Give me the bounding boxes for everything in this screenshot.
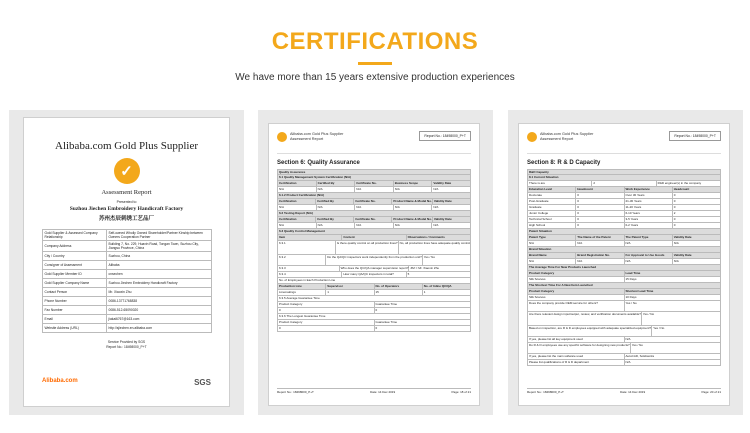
doc2-table-cell: Item — [278, 235, 342, 240]
doc2-section-title: Section 6: Quality Assurance — [277, 160, 360, 166]
doc1-info-value: Suzhou, China — [106, 252, 211, 261]
doc1-info-row — [42, 261, 211, 270]
doc3-table-cell: Graduate — [528, 205, 576, 210]
doc2-table-cell: 6.3.1 — [278, 241, 336, 254]
doc1-info-value: Self-owned Wholly Owned Shareholder/Partner Kinship between Owners Cooperation Partner — [106, 230, 211, 241]
doc3-table-cell: 8.1 Current Situation — [528, 175, 721, 180]
doc3-table-cell: N/A — [625, 360, 722, 365]
doc1-info-label: Gold Supplier & Assessed Company Relationship — [42, 230, 106, 241]
doc3-table-cell: 0 — [673, 223, 721, 228]
doc3-table-cell: 0 — [673, 193, 721, 198]
doc2-table-cell: 6.1 Quality Management System Certification (N/A) — [278, 175, 471, 180]
doc2-table-cell: Guarantee Time — [375, 320, 472, 325]
doc2-table-cell: Certification — [278, 181, 317, 186]
doc2-table-cell: N/A — [394, 223, 433, 228]
doc2-table-cell: 6.3.3 — [278, 266, 340, 271]
sgs-logo: SGS — [194, 378, 211, 387]
doc2-table-cell: Production Line — [278, 284, 326, 289]
doc3-table-cell: Product Category — [528, 289, 625, 294]
doc3-table-cell: 2 — [673, 211, 721, 216]
doc3-footer-mid: Date: 14 Dec 2019 — [620, 390, 646, 394]
doc3-table-cell: The Patent Type — [625, 235, 673, 240]
doc3-table-cell: There is are — [528, 181, 592, 186]
doc3-table-cell: If yes, please list the main software used — [528, 354, 625, 359]
doc3-table-cell: N/A — [528, 241, 576, 246]
doc1-info-row — [42, 252, 211, 261]
doc3-table-cell: N/A — [576, 241, 624, 246]
doc2-table-cell: Certificate No. — [355, 181, 394, 186]
doc3-table-cell: Junior College — [528, 211, 576, 216]
doc2-table-cell: Validity Date — [432, 181, 471, 186]
doc2-table-cell: Certification — [278, 199, 316, 204]
doc2-footer-mid: Date: 14 Dec 2019 — [370, 390, 396, 394]
doc2-table-cell: Product Category — [278, 302, 375, 307]
doc3-table-cell: Based on inspection, are R & D employees equipped with adequate specialized equipment? — [528, 326, 652, 336]
doc3-table-cell: Yes / No — [652, 326, 721, 336]
doc2-table-cell: Certified By — [316, 217, 354, 222]
doc3-table-cell: 0 — [576, 199, 624, 204]
doc2-table-cell: 6.3 Quality Control Management — [278, 229, 471, 234]
doc2-table-cell: N/A — [432, 187, 471, 192]
doc2-table-cell: N/A — [355, 205, 394, 210]
certificate-panel-2[interactable] — [258, 110, 493, 415]
assessment-report-cover[interactable] — [23, 117, 230, 407]
doc3-brand-sub: Assessment Report — [540, 137, 574, 141]
doc3-table-cell: 15 Days — [625, 277, 722, 282]
doc3-table-cell: 10 Days — [625, 295, 722, 300]
doc1-info-value: Building 7, No. 229, Huaxin Road, Tongan Town, Suzhou City, Jiangsu Province, China — [106, 241, 211, 252]
doc3-table-cell: Please list qualifications of R & D department — [528, 360, 625, 365]
doc3-table-row — [527, 360, 721, 366]
doc2-table-cell: No. of Employees in Each Production Line — [278, 278, 471, 283]
doc3-table-cell: Patent Type — [528, 235, 576, 240]
doc3-table-cell: Patent Situation — [528, 229, 721, 234]
doc2-table-cell: Guarantee Time — [375, 302, 472, 307]
doc2-table-cell: 6.2 Testing Report (N/A) — [278, 211, 471, 216]
doc3-table-cell: Brand Registration No. — [576, 253, 624, 258]
doc3-table-cell: Brand Name — [528, 253, 576, 258]
doc3-table-cell: The Shortest Time For A New Item Launched — [528, 283, 721, 288]
doc3-table-cell: Doctorate — [528, 193, 576, 198]
doc1-info-row — [42, 288, 211, 297]
doc1-info-row — [42, 279, 211, 288]
alibaba-seal-icon — [527, 132, 537, 142]
doc2-table-cell: No. of Inline QC/QA — [423, 284, 471, 289]
doc3-table-cell: 21-30 Years — [625, 199, 673, 204]
doc2-brand — [290, 132, 343, 142]
doc3-table-cell: Yes / No — [625, 301, 722, 311]
doc2-table-cell: 15 — [375, 290, 423, 295]
doc2-table-cell: N/A — [317, 223, 356, 228]
doc1-info-value: Suzhou Jiechen Embroidery Handicraft Factory — [106, 279, 211, 288]
doc3-table-cell: N/A — [528, 259, 576, 264]
doc2-table-cell: 6.3.2 — [278, 255, 326, 265]
doc2-footer — [277, 388, 471, 395]
doc3-table-cell: High School — [528, 223, 576, 228]
doc3-table-cell: 0 — [576, 217, 624, 222]
doc1-logos — [42, 378, 211, 390]
alibaba-logo: Alibaba.com — [42, 378, 78, 384]
doc3-table-cell: Does the company provide OEM service for others? — [528, 301, 625, 311]
doc2-table-cell: Yes / No — [423, 255, 471, 265]
doc2-table-cell: Linemakings — [278, 290, 326, 295]
doc2-table-cell: No. of Operators — [375, 284, 423, 289]
doc3-table-cell: 0 — [576, 193, 624, 198]
doc3-report-no: Report No.: 18498000_P+T — [669, 131, 721, 141]
doc2-table-cell: Certified By — [317, 181, 356, 186]
doc2-table-cell: Certificate No. — [354, 199, 392, 204]
doc3-section-title: Section 8: R & D Capacity — [527, 160, 601, 166]
doc2-table-cell: 0 — [278, 326, 375, 331]
doc2-table-cell: Certificate No. — [354, 217, 392, 222]
doc3-table-cell: N/A — [625, 241, 673, 246]
doc3-table-row — [527, 326, 721, 337]
doc2-table — [277, 169, 471, 332]
doc2-table-cell: Content — [342, 235, 406, 240]
doc3-table-cell: The Average Time For New Products Launched — [528, 265, 721, 270]
doc2-table-cell: 6.1.2 Product Certification (N/A) — [278, 193, 471, 198]
doc2-table-cell: 6.3.6 The Longest Guarantee Time — [278, 314, 471, 319]
doc1-info-value: jiakai6767@163.com — [106, 315, 211, 324]
doc3-table-cell: Silk Scarves — [528, 277, 625, 282]
doc1-info-value: http://sjiechen.en.alibaba.com — [106, 324, 211, 333]
doc3-table-cell: 2 — [592, 181, 656, 186]
doc3-table-cell: Are there relevant design input/output, review, and verification documents available? — [528, 312, 642, 325]
doc2-table-cell: N/A — [394, 187, 433, 192]
doc1-info-row — [42, 306, 211, 315]
doc3-table-cell: AutoCAD, Solidworks — [625, 354, 722, 359]
doc3-footer-left: Report No.: 18498000_P+T — [527, 390, 564, 394]
doc3-table-row — [527, 312, 721, 326]
doc2-brand-name: Alibaba.com Gold Plus Supplier — [290, 132, 344, 136]
doc3-table-cell: 6-10 Years — [625, 211, 673, 216]
doc3-table-row — [527, 343, 721, 354]
doc3-table-cell: R&D engineer(s) in the company — [657, 181, 721, 186]
doc2-table-cell: N/A — [317, 187, 356, 192]
doc2-table-cell: Quality Assurance — [278, 170, 471, 174]
doc3-table-cell: The Name of the Patent — [576, 235, 624, 240]
doc1-company: Suzhou Jiechen Embroidery Handicraft Factory — [69, 206, 184, 212]
doc2-table-cell: N/A — [278, 205, 317, 210]
doc3-table-cell: Education Level — [528, 187, 576, 192]
doc2-table-cell: Validity Date — [433, 199, 471, 204]
doc1-footer — [24, 340, 229, 350]
doc2-table-cell: How many QA/QC inspectors in total? — [342, 272, 406, 277]
doc3-table-cell: Validity Date — [673, 253, 721, 258]
doc3-table-cell: Product Category — [528, 271, 625, 276]
doc2-table-cell: Product Name & Model No. — [393, 217, 432, 221]
doc2-table-row — [277, 255, 471, 266]
doc1-info-label: Gold Supplier Member ID — [42, 270, 106, 279]
doc2-table-cell: 0 — [375, 308, 472, 313]
doc1-info-label: City / Country — [42, 252, 106, 261]
doc3-table-cell: 11-20 Years — [625, 205, 673, 210]
doc3-footer — [527, 388, 721, 395]
doc3-table-cell: N/A — [625, 337, 722, 342]
doc1-info-value: cnsechen — [106, 270, 211, 279]
doc3-table-cell: Over 30 Years — [625, 193, 673, 198]
certificate-panel-3[interactable] — [508, 110, 743, 415]
doc3-table-cell: 0 — [576, 223, 624, 228]
doc3-table-cell: Silk Scarves — [528, 295, 625, 300]
doc2-table-cell: Product Name & Model No. — [393, 199, 432, 203]
doc1-presented-to: Presented to — [116, 200, 137, 204]
certificate-panel-1[interactable] — [9, 110, 244, 415]
doc1-info-value: 0086-13771768838 — [106, 297, 211, 306]
doc1-info-label: Phone Number — [42, 297, 106, 306]
doc1-info-row — [42, 241, 211, 252]
doc1-info-table — [42, 229, 212, 333]
doc1-info-label: Gold Supplier Company Name — [42, 279, 106, 288]
doc3-table-cell: Headcount — [673, 187, 721, 192]
doc2-table-cell: Do the QA/QC inspectors work independently from the production unit? — [326, 255, 423, 265]
doc2-footer-left: Report No.: 18498000_P+T — [277, 390, 314, 394]
doc3-table-cell: N/A — [673, 259, 721, 264]
doc2-table-cell: Business Scope — [394, 181, 433, 186]
doc1-info-row — [42, 230, 211, 241]
alibaba-seal-icon — [277, 132, 287, 142]
doc2-table-cell: N/A — [432, 205, 471, 210]
doc3-table-cell: 0 — [673, 205, 721, 210]
doc1-report-no: Report No.: 18498000_P+T — [106, 345, 147, 349]
doc1-company-cn: 苏州杰辰刺绣工艺品厂 — [98, 216, 154, 222]
doc3-table-cell: Headcount — [576, 187, 624, 192]
doc1-info-row — [42, 270, 211, 279]
doc2-table-cell: 1 — [326, 290, 374, 295]
doc2-table-cell: 6.3.4 — [278, 272, 342, 277]
doc3-table-cell: 0 — [673, 199, 721, 204]
doc3-table-cell: Shortest Lead Time — [625, 289, 722, 294]
doc3-table-cell: Technical School — [528, 217, 576, 222]
doc3-table-cell: Brand Situation — [528, 247, 721, 252]
doc3-table-cell: Work Experience — [625, 187, 673, 192]
doc2-report-no: Report No.: 18498000_P+T — [419, 131, 471, 141]
doc3-table-row — [527, 301, 721, 312]
doc3-brand — [540, 132, 593, 142]
doc3-table-cell: Yes / No — [631, 343, 721, 353]
title-underline — [358, 62, 392, 65]
doc3-table-cell: Post-Graduate — [528, 199, 576, 204]
doc2-table-cell: 6.3.5 Average Guarantee Time — [278, 296, 471, 301]
doc1-title: Alibaba.com Gold Plus Supplier — [55, 140, 198, 152]
doc1-service-line: Service Provided by SGS — [107, 340, 146, 344]
doc2-table-cell: No, all production lines have adequate quality control — [399, 241, 471, 254]
doc3-brand-name: Alibaba.com Gold Plus Supplier — [540, 132, 594, 136]
doc1-info-row — [42, 315, 211, 324]
doc2-table-cell: N/A — [278, 223, 317, 228]
doc3-table-cell: If yes, please list all key equipment used — [528, 337, 625, 342]
doc1-info-label: Company Address — [42, 241, 106, 252]
doc1-info-label: Email — [42, 315, 106, 324]
doc3-table-cell: Yes / No — [642, 312, 721, 325]
doc2-table-cell: Is there quality control on all production lines? — [336, 241, 399, 254]
doc3-table-cell: N/A — [576, 259, 624, 264]
doc1-report-title: Assessment Report — [101, 189, 152, 196]
doc2-table-cell: Product Category — [278, 320, 375, 325]
doc2-table-cell: Certified By — [316, 199, 354, 204]
quality-assurance-page[interactable] — [268, 123, 480, 406]
doc2-table-cell: N/A — [432, 223, 471, 228]
doc2-table-cell: N/A — [317, 205, 356, 210]
doc2-table-cell: Who does the QC/QA manager supervision report? — [340, 266, 409, 270]
doc3-table-cell: 3-5 Years — [625, 217, 673, 222]
doc1-info-value: 0086-512-65090020 — [106, 306, 211, 315]
doc3-table — [527, 169, 721, 366]
doc3-table-cell: N/A — [625, 259, 673, 264]
doc3-table-cell: 0 — [673, 217, 721, 222]
doc1-info-label: Website Address (URL) — [42, 324, 106, 333]
doc2-table-cell: N/A — [355, 223, 394, 228]
doc3-table-cell: Do R & D employees use any specific software for designing new products? — [528, 343, 631, 353]
doc3-table-cell: R&D Capacity — [528, 170, 721, 174]
page-title: CERTIFICATIONS — [271, 28, 479, 55]
doc2-table-row — [277, 326, 471, 332]
doc3-table-cell: N/A — [673, 241, 721, 246]
doc2-table-cell: N/A — [394, 205, 433, 210]
doc1-info-value: Mr. Xiaoxin Zhu — [106, 288, 211, 297]
doc2-table-cell: 1 — [423, 290, 471, 295]
doc2-table-cell: Validity Date — [433, 217, 471, 222]
doc3-table-cell: Validity Date — [673, 235, 721, 240]
doc1-info-row — [42, 297, 211, 306]
doc1-info-value: Alibaba — [106, 261, 211, 270]
doc3-header — [527, 130, 721, 154]
doc1-info-label: Consigner of Assessment — [42, 261, 106, 270]
doc2-table-cell: Supervisor — [326, 284, 374, 289]
doc2-table-cell: 5 — [407, 272, 471, 277]
doc3-table-cell: 0 — [576, 205, 624, 210]
doc2-table-cell: Observations / Comments — [407, 235, 471, 240]
doc2-footer-right: Page: 18 of 21 — [451, 390, 471, 394]
checkmark-seal-icon: ✓ — [114, 158, 140, 184]
doc3-table-cell: 0-2 Years — [625, 223, 673, 228]
doc1-info-row — [42, 324, 211, 333]
doc2-table-cell: 0 — [278, 308, 375, 313]
page-subtitle: We have more than 15 years extensive production experiences — [235, 72, 515, 83]
doc2-table-cell: N/A — [355, 187, 394, 192]
page-heading — [0, 28, 750, 65]
doc2-table-cell: Certification — [278, 217, 316, 222]
doc1-info-label: Contact Person — [42, 288, 106, 297]
doc3-table-cell: 0 — [576, 211, 624, 216]
doc3-table-cell: For Approval to Use Goods — [625, 253, 673, 258]
rd-capacity-page[interactable] — [518, 123, 730, 406]
doc2-table-cell: N/A — [278, 187, 317, 192]
doc3-footer-right: Page: 20 of 21 — [701, 390, 721, 394]
doc2-table-cell: 0 — [375, 326, 472, 331]
doc2-brand-sub: Assessment Report — [290, 137, 324, 141]
doc2-header — [277, 130, 471, 154]
doc3-table-cell: Lead Time — [625, 271, 722, 276]
doc2-table-cell: ZM = Mr. Xiaoxin Zhu — [409, 266, 471, 271]
doc2-table-row — [277, 241, 471, 255]
doc1-info-label: Fax Number — [42, 306, 106, 315]
